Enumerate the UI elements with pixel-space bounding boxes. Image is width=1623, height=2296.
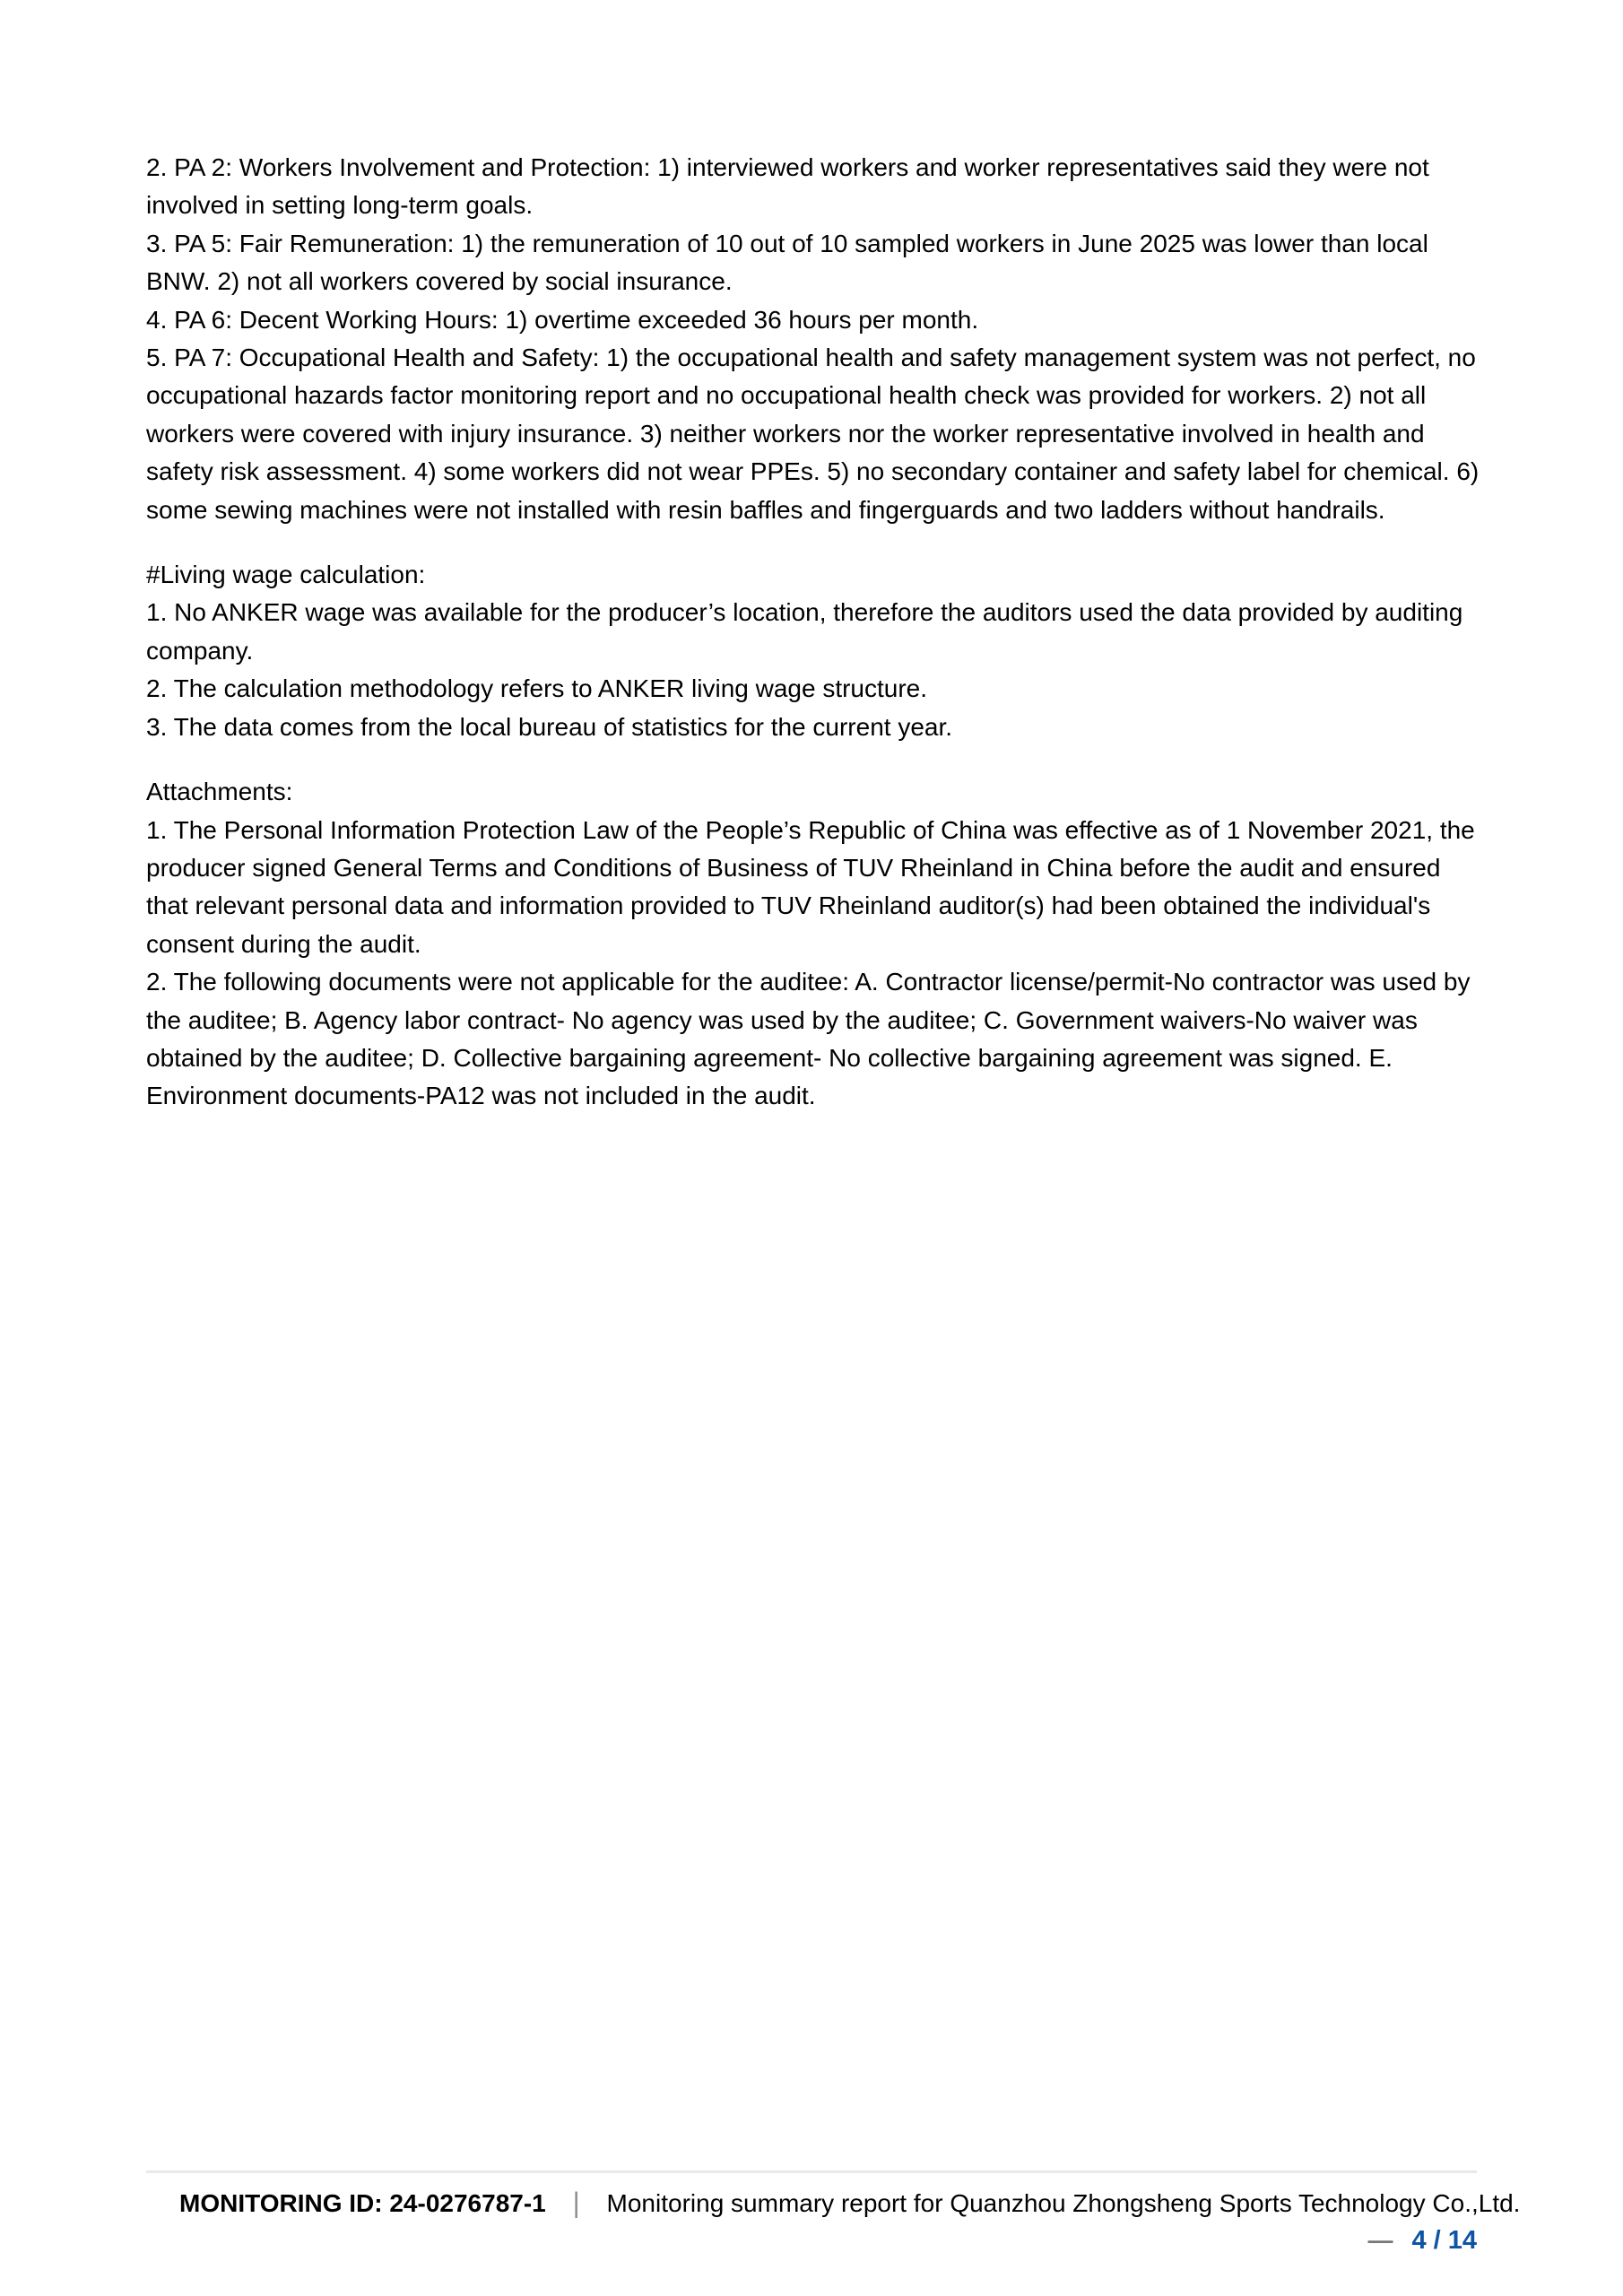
paragraph-spacer (146, 529, 1482, 556)
living-wage-section (146, 556, 1482, 746)
footer-separator: | (572, 2187, 580, 2219)
page-dash: — (1367, 2226, 1393, 2254)
report-body (146, 149, 1482, 1116)
living-wage-item: 3. The data comes from the local bureau of statistics for the current year. (146, 712, 953, 741)
paragraph-spacer (146, 746, 1482, 773)
footer-divider (146, 2170, 1477, 2173)
living-wage-heading: #Living wage calculation: (146, 561, 426, 589)
living-wage-item: 2. The calculation methodology refers to ANKER living wage structure. (146, 674, 928, 703)
attachment-item: 1. The Personal Information Protection Law of the People’s Republic of China was effective as of 1 November 2021, the producer signed General Terms and Conditions of Business of TUV Rheinland in China before the audit and ensured that relevant personal data and information provided to TUV Rheinland auditor(s) had been obtained the individual's consent during the audit. (146, 815, 1475, 958)
attachments-section (146, 773, 1482, 1116)
page-number: 4 / 14 (1411, 2226, 1477, 2255)
findings-section (146, 149, 1482, 529)
finding-item: 3. PA 5: Fair Remuneration: 1) the remuneration of 10 out of 10 sampled workers in June 2025 was lower than local BNW. 2) not all workers covered by social insurance. (146, 229, 1428, 296)
finding-item: 5. PA 7: Occupational Health and Safety: 1) the occupational health and safety management system was not perfect, no occupational hazards factor monitoring report and no occupational health check was provided for workers. 2) not all workers were covered with injury insurance. 3) neither workers nor the worker representative involved in health and safety risk assessment. 4) some workers did not wear PPEs. 5) no secondary container and safety label for chemical. 6) some sewing machines were not installed with resin baffles and fingerguards and two ladders without handrails. (146, 344, 1480, 524)
living-wage-item: 1. No ANKER wage was available for the producer’s location, therefore the auditors used the data provided by auditing company. (146, 598, 1463, 665)
page-number-line (1367, 2222, 1477, 2259)
finding-item: 2. PA 2: Workers Involvement and Protection: 1) interviewed workers and worker representatives said they were not involved in setting long-term goals. (146, 153, 1429, 220)
attachment-item: 2. The following documents were not applicable for the auditee: A. Contractor license/permit-No contractor was used by the auditee; B. Agency labor contract- No agency was used by the auditee; C. Government waivers-No waiver was obtained by the auditee; D. Collective bargaining agreement- No collective bargaining agreement was signed. E. Environment documents-PA12 was not included in the audit. (146, 968, 1471, 1110)
monitoring-id: MONITORING ID: 24-0276787-1 (179, 2189, 546, 2217)
footer-report-title: Monitoring summary report for Quanzhou Zhongsheng Sports Technology Co.,Ltd. (606, 2189, 1521, 2217)
attachments-heading: Attachments: (146, 778, 293, 806)
finding-item: 4. PA 6: Decent Working Hours: 1) overtime exceeded 36 hours per month. (146, 305, 979, 334)
footer-text-line (179, 2185, 1520, 2222)
